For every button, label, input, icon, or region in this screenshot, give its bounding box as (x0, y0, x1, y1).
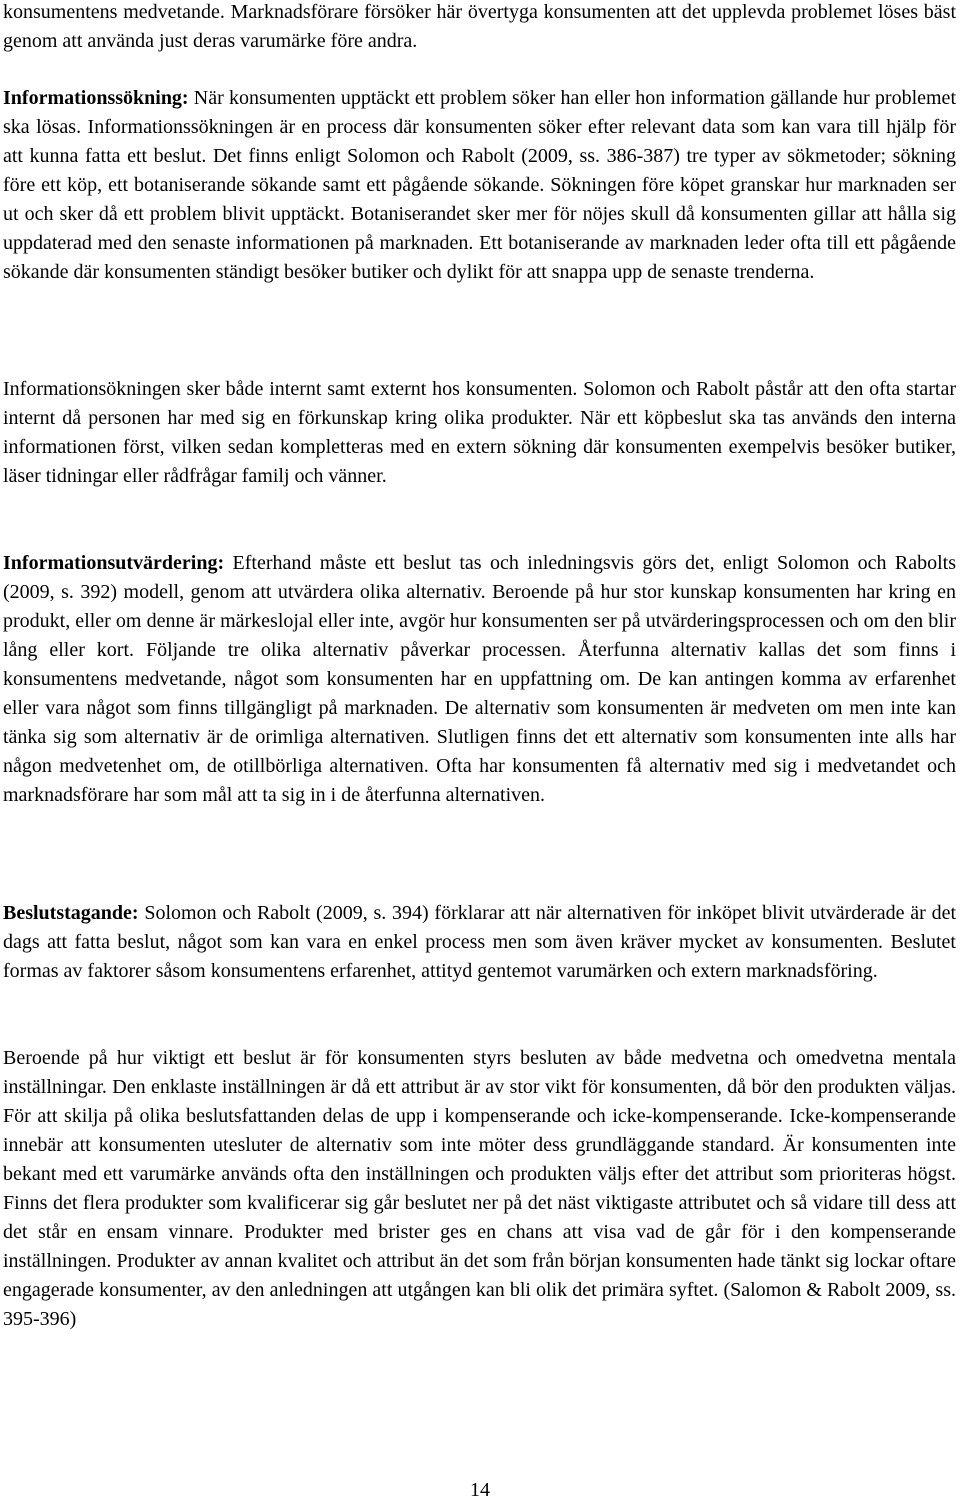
paragraph-heading: Informationssökning: (3, 87, 189, 109)
paragraph-text: Solomon och Rabolt (2009, s. 394) förklarar att när alternativen för inköpet blivit utvärderade är det dags att fatta beslut, något som kan vara en enkel process men som även kräver mycket av konsumenten. Beslutet formas av faktorer såsom konsumentens erfarenhet, attityd gentemot varumärken och extern marknadsföring. (3, 902, 956, 982)
paragraph-text: Informationsökningen sker både internt samt externt hos konsumenten. Solomon och Rabolt påstår att den ofta startar internt då personen har med sig en förkunskap kring olika produkter. När ett köpbeslut ska tas används den interna informationen först, vilken sedan kompletteras med en extern sökning där konsumenten exempelvis besöker butiker, läser tidningar eller rådfrågar familj och vänner. (3, 378, 956, 487)
paragraph-informationssokning (3, 84, 956, 287)
paragraph-intro-continuation (3, 0, 956, 56)
paragraph-heading: Informationsutvärdering: (3, 552, 225, 574)
paragraph-text: När konsumenten upptäckt ett problem söker han eller hon information gällande hur problemet ska lösas. Informationssökningen är en process där konsumenten söker efter relevant data som kan vara till hjälp för att kunna fatta ett beslut. Det finns enligt Solomon och Rabolt (2009, ss. 386-387) tre typer av sökmetoder; sökning före ett köp, ett botaniserande sökande samt ett pågående sökande. Sökningen före köpet granskar hur marknaden ser ut och sker då ett problem blivit upptäckt. Botaniserandet sker mer för nöjes skull då konsumenten gillar att hålla sig uppdaterad med den senaste informationen på marknaden. Ett botaniserande av marknaden leder ofta till ett pågående sökande där konsumenten ständigt besöker butiker och dylikt för att snappa upp de senaste trenderna. (3, 87, 956, 283)
paragraph-intern-extern-sokning (3, 375, 956, 491)
page-number: 14 (470, 1479, 490, 1501)
paragraph-mentala-installningar (3, 1044, 956, 1334)
paragraph-text: konsumentens medvetande. Marknadsförare försöker här övertyga konsumenten att det upplevda problemet löses bäst genom att använda just deras varumärke före andra. (3, 1, 956, 52)
paragraph-beslutstagande (3, 899, 956, 986)
paragraph-text: Beroende på hur viktigt ett beslut är för konsumenten styrs besluten av både medvetna och omedvetna mentala inställningar. Den enklaste inställningen är då ett attribut är av stor vikt för konsumenten, då bör den produkten väljas. För att skilja på olika beslutsfattanden delas de upp i kompenserande och icke-kompenserande. Icke-kompenserande innebär att konsumenten utesluter de alternativ som inte möter dess grundläggande standard. Är konsumenten inte bekant med ett varumärke används ofta den inställningen och produkten väljs efter det attribut som prioriteras högst. Finns det flera produkter som kvalificerar sig går beslutet ner på det näst viktigaste attributet och så vidare till dess att det står en ensam vinnare. Produkter med brister ges en chans att visa vad de går för i den kompenserande inställningen. Produkter av annan kvalitet och attribut än det som från början konsumenten hade tänkt sig lockar oftare engagerade konsumenter, av den anledningen att utgången kan bli olik det primära syftet. (Salomon & Rabolt 2009, ss. 395-396) (3, 1047, 956, 1330)
paragraph-text: Efterhand måste ett beslut tas och inledningsvis görs det, enligt Solomon och Rabolts (2009, s. 392) modell, genom att utvärdera olika alternativ. Beroende på hur stor kunskap konsumenten har kring en produkt, eller om denne är märkeslojal eller inte, avgör hur konsumenten ser på utvärderingsprocessen och om den blir lång eller kort. Följande tre olika alternativ påverkar processen. Återfunna alternativ kallas det som finns i konsumentens medvetande, något som konsumenten har en uppfattning om. De kan antingen komma av erfarenhet eller vara något som finns tillgängligt på marknaden. De alternativ som konsumenten är medveten om men inte kan tänka sig som alternativ är de orimliga alternativen. Slutligen finns det ett alternativ som konsumenten inte alls har någon medvetenhet om, de otillbörliga alternativen. Ofta har konsumenten få alternativ med sig i medvetandet och marknadsförare har som mål att ta sig in i de återfunna alternativen. (3, 552, 956, 806)
paragraph-informationsutvardering (3, 549, 956, 810)
paragraph-heading: Beslutstagande: (3, 902, 139, 924)
